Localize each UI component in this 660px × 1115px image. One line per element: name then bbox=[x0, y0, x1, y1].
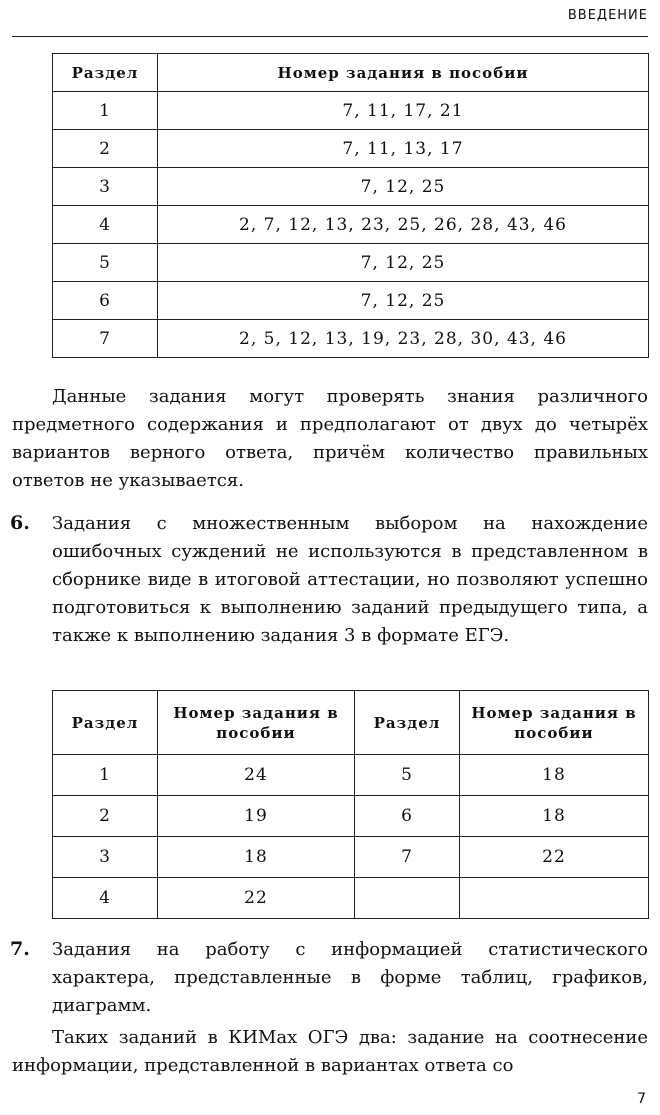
table-row bbox=[53, 244, 649, 282]
tasks-cell: 7, 11, 13, 17 bbox=[158, 130, 649, 168]
section-cell: 2 bbox=[53, 130, 158, 168]
table-row bbox=[53, 755, 649, 796]
tasks-cell: 22 bbox=[460, 837, 649, 878]
table-row bbox=[53, 92, 649, 130]
tasks-cell: 7, 12, 25 bbox=[158, 244, 649, 282]
table-row bbox=[53, 282, 649, 320]
table-row bbox=[53, 837, 649, 878]
column-header: Номер задания в пособии bbox=[158, 691, 355, 755]
table-row bbox=[53, 130, 649, 168]
section-cell: 7 bbox=[53, 320, 158, 358]
column-header: Раздел bbox=[355, 691, 460, 755]
section-cell: 4 bbox=[53, 206, 158, 244]
table-row bbox=[53, 878, 649, 919]
item-text: Задания на работу с информацией статистического характера, представленные в форме таблиц, графиков, диаграмм. bbox=[52, 939, 648, 1016]
tasks-cell bbox=[460, 878, 649, 919]
section-cell: 6 bbox=[53, 282, 158, 320]
paragraph: Таких заданий в КИМах ОГЭ два: задание на соотнесение информации, представленной в вариантах ответа со bbox=[12, 1027, 648, 1076]
item-text: Задания с множественным выбором на нахождение ошибочных суждений не используются в представленном в сборнике виде в итоговой аттестации, но позволяют успешно подготовиться к выполнению заданий предыдущего типа, а также к выполнению задания 3 в формате ЕГЭ. bbox=[52, 513, 648, 646]
running-header: ВВЕДЕНИЕ bbox=[567, 8, 648, 23]
item-number: 6. bbox=[10, 512, 30, 534]
tasks-cell: 7, 12, 25 bbox=[158, 168, 649, 206]
tasks-cell: 22 bbox=[158, 878, 355, 919]
table-row bbox=[53, 206, 649, 244]
tasks-cell: 18 bbox=[460, 796, 649, 837]
header-divider bbox=[12, 36, 648, 37]
section-cell: 5 bbox=[355, 755, 460, 796]
page-number: 7 bbox=[637, 1091, 646, 1107]
section-cell: 2 bbox=[53, 796, 158, 837]
column-header: Раздел bbox=[53, 54, 158, 92]
tasks-cell: 19 bbox=[158, 796, 355, 837]
table-row bbox=[53, 320, 649, 358]
section-cell: 3 bbox=[53, 168, 158, 206]
tasks-cell: 2, 7, 12, 13, 23, 25, 26, 28, 43, 46 bbox=[158, 206, 649, 244]
tasks-cell: 7, 12, 25 bbox=[158, 282, 649, 320]
table-row bbox=[53, 796, 649, 837]
section-cell: 7 bbox=[355, 837, 460, 878]
tasks-cell: 18 bbox=[460, 755, 649, 796]
tasks-cell: 24 bbox=[158, 755, 355, 796]
section-cell bbox=[355, 878, 460, 919]
task-table-2 bbox=[52, 690, 649, 919]
section-cell: 3 bbox=[53, 837, 158, 878]
section-cell: 6 bbox=[355, 796, 460, 837]
table-header-row bbox=[53, 54, 649, 92]
item-number: 7. bbox=[10, 938, 30, 960]
tasks-cell: 2, 5, 12, 13, 19, 23, 28, 30, 43, 46 bbox=[158, 320, 649, 358]
table-header-row bbox=[53, 691, 649, 755]
tasks-cell: 7, 11, 17, 21 bbox=[158, 92, 649, 130]
section-cell: 1 bbox=[53, 92, 158, 130]
column-header: Номер задания в пособии bbox=[158, 54, 649, 92]
column-header: Раздел bbox=[53, 691, 158, 755]
task-table-1 bbox=[52, 53, 649, 358]
section-cell: 5 bbox=[53, 244, 158, 282]
paragraph: Данные задания могут проверять знания различного предметного содержания и предполагают от двух до четырёх вариантов верного ответа, причём количество правильных ответов не указывается. bbox=[12, 386, 648, 491]
section-cell: 1 bbox=[53, 755, 158, 796]
table-row bbox=[53, 168, 649, 206]
column-header: Номер задания в пособии bbox=[460, 691, 649, 755]
tasks-cell: 18 bbox=[158, 837, 355, 878]
section-cell: 4 bbox=[53, 878, 158, 919]
